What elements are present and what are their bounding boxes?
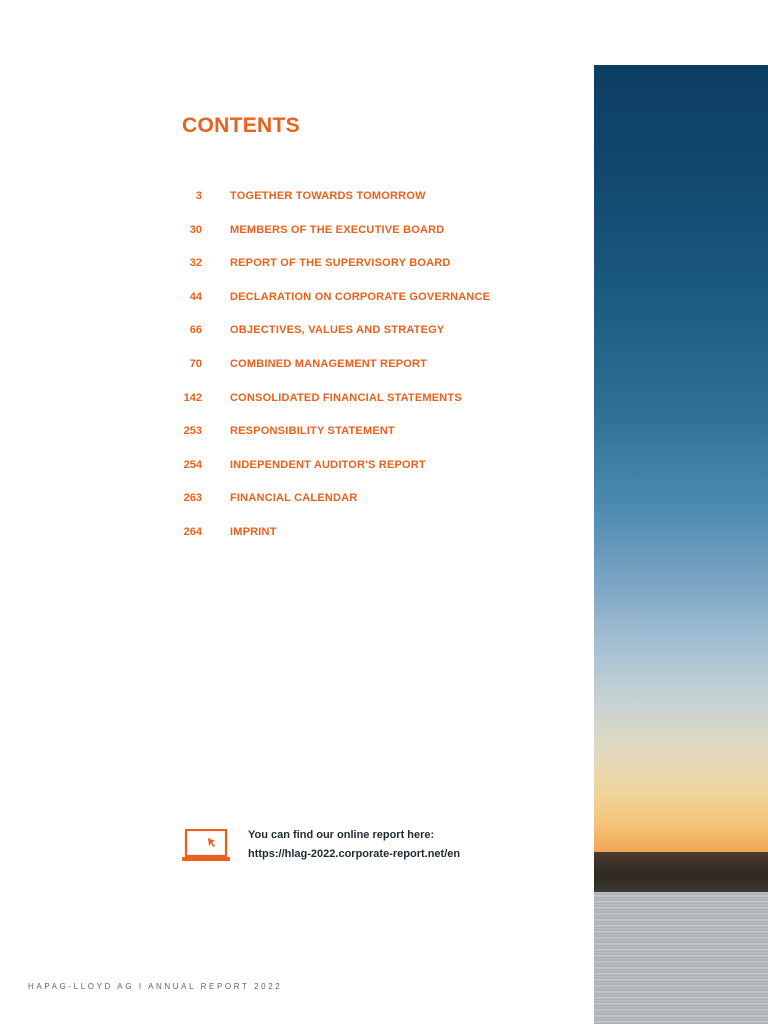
toc-page-number: 253: [183, 425, 202, 438]
toc-label: DECLARATION ON CORPORATE GOVERNANCE: [230, 290, 491, 303]
toc-item[interactable]: [176, 190, 576, 224]
toc-item[interactable]: [176, 257, 576, 291]
toc-item[interactable]: [176, 459, 576, 493]
toc-item[interactable]: [176, 324, 576, 358]
online-report-notice: [182, 826, 460, 864]
toc-label: INDEPENDENT AUDITOR'S REPORT: [230, 458, 426, 471]
toc-label: OBJECTIVES, VALUES AND STRATEGY: [230, 324, 445, 337]
laptop-cursor-icon: [182, 829, 230, 863]
toc-page-number: 3: [195, 190, 202, 202]
page-footer: HAPAG-LLOYD AG I ANNUAL REPORT 2022: [28, 982, 283, 991]
toc-label: FINANCIAL CALENDAR: [230, 492, 358, 505]
toc-page-number: 263: [183, 492, 202, 505]
photo-sea: [594, 892, 768, 1024]
toc-page-number: 30: [189, 223, 202, 236]
toc-label: RESPONSIBILITY STATEMENT: [230, 425, 395, 438]
table-of-contents: [176, 190, 576, 560]
toc-item[interactable]: [176, 526, 576, 560]
toc-item[interactable]: [176, 224, 576, 258]
online-report-intro: You can find our online report here:: [248, 829, 435, 841]
toc-item[interactable]: [176, 358, 576, 392]
toc-item[interactable]: [176, 291, 576, 325]
toc-page-number: 70: [189, 357, 202, 370]
toc-page-number: 66: [189, 324, 202, 337]
toc-item[interactable]: [176, 392, 576, 426]
toc-page-number: 32: [189, 257, 202, 270]
page-title: CONTENTS: [182, 114, 300, 137]
toc-label: IMPRINT: [230, 525, 277, 538]
toc-page-number: 142: [183, 391, 202, 404]
online-report-link[interactable]: https://hlag-2022.corporate-report.net/en: [248, 848, 461, 860]
toc-item[interactable]: [176, 492, 576, 526]
toc-label: TOGETHER TOWARDS TOMORROW: [230, 190, 426, 202]
toc-label: REPORT OF THE SUPERVISORY BOARD: [230, 257, 451, 270]
toc-page-number: 44: [189, 290, 202, 303]
toc-item[interactable]: [176, 425, 576, 459]
toc-label: CONSOLIDATED FINANCIAL STATEMENTS: [230, 391, 462, 404]
toc-page-number: 264: [183, 525, 202, 538]
cover-photo-sunset: [594, 65, 768, 1024]
toc-page-number: 254: [183, 458, 202, 471]
toc-label: MEMBERS OF THE EXECUTIVE BOARD: [230, 223, 445, 236]
photo-coastline: [594, 852, 768, 892]
toc-label: COMBINED MANAGEMENT REPORT: [230, 357, 428, 370]
